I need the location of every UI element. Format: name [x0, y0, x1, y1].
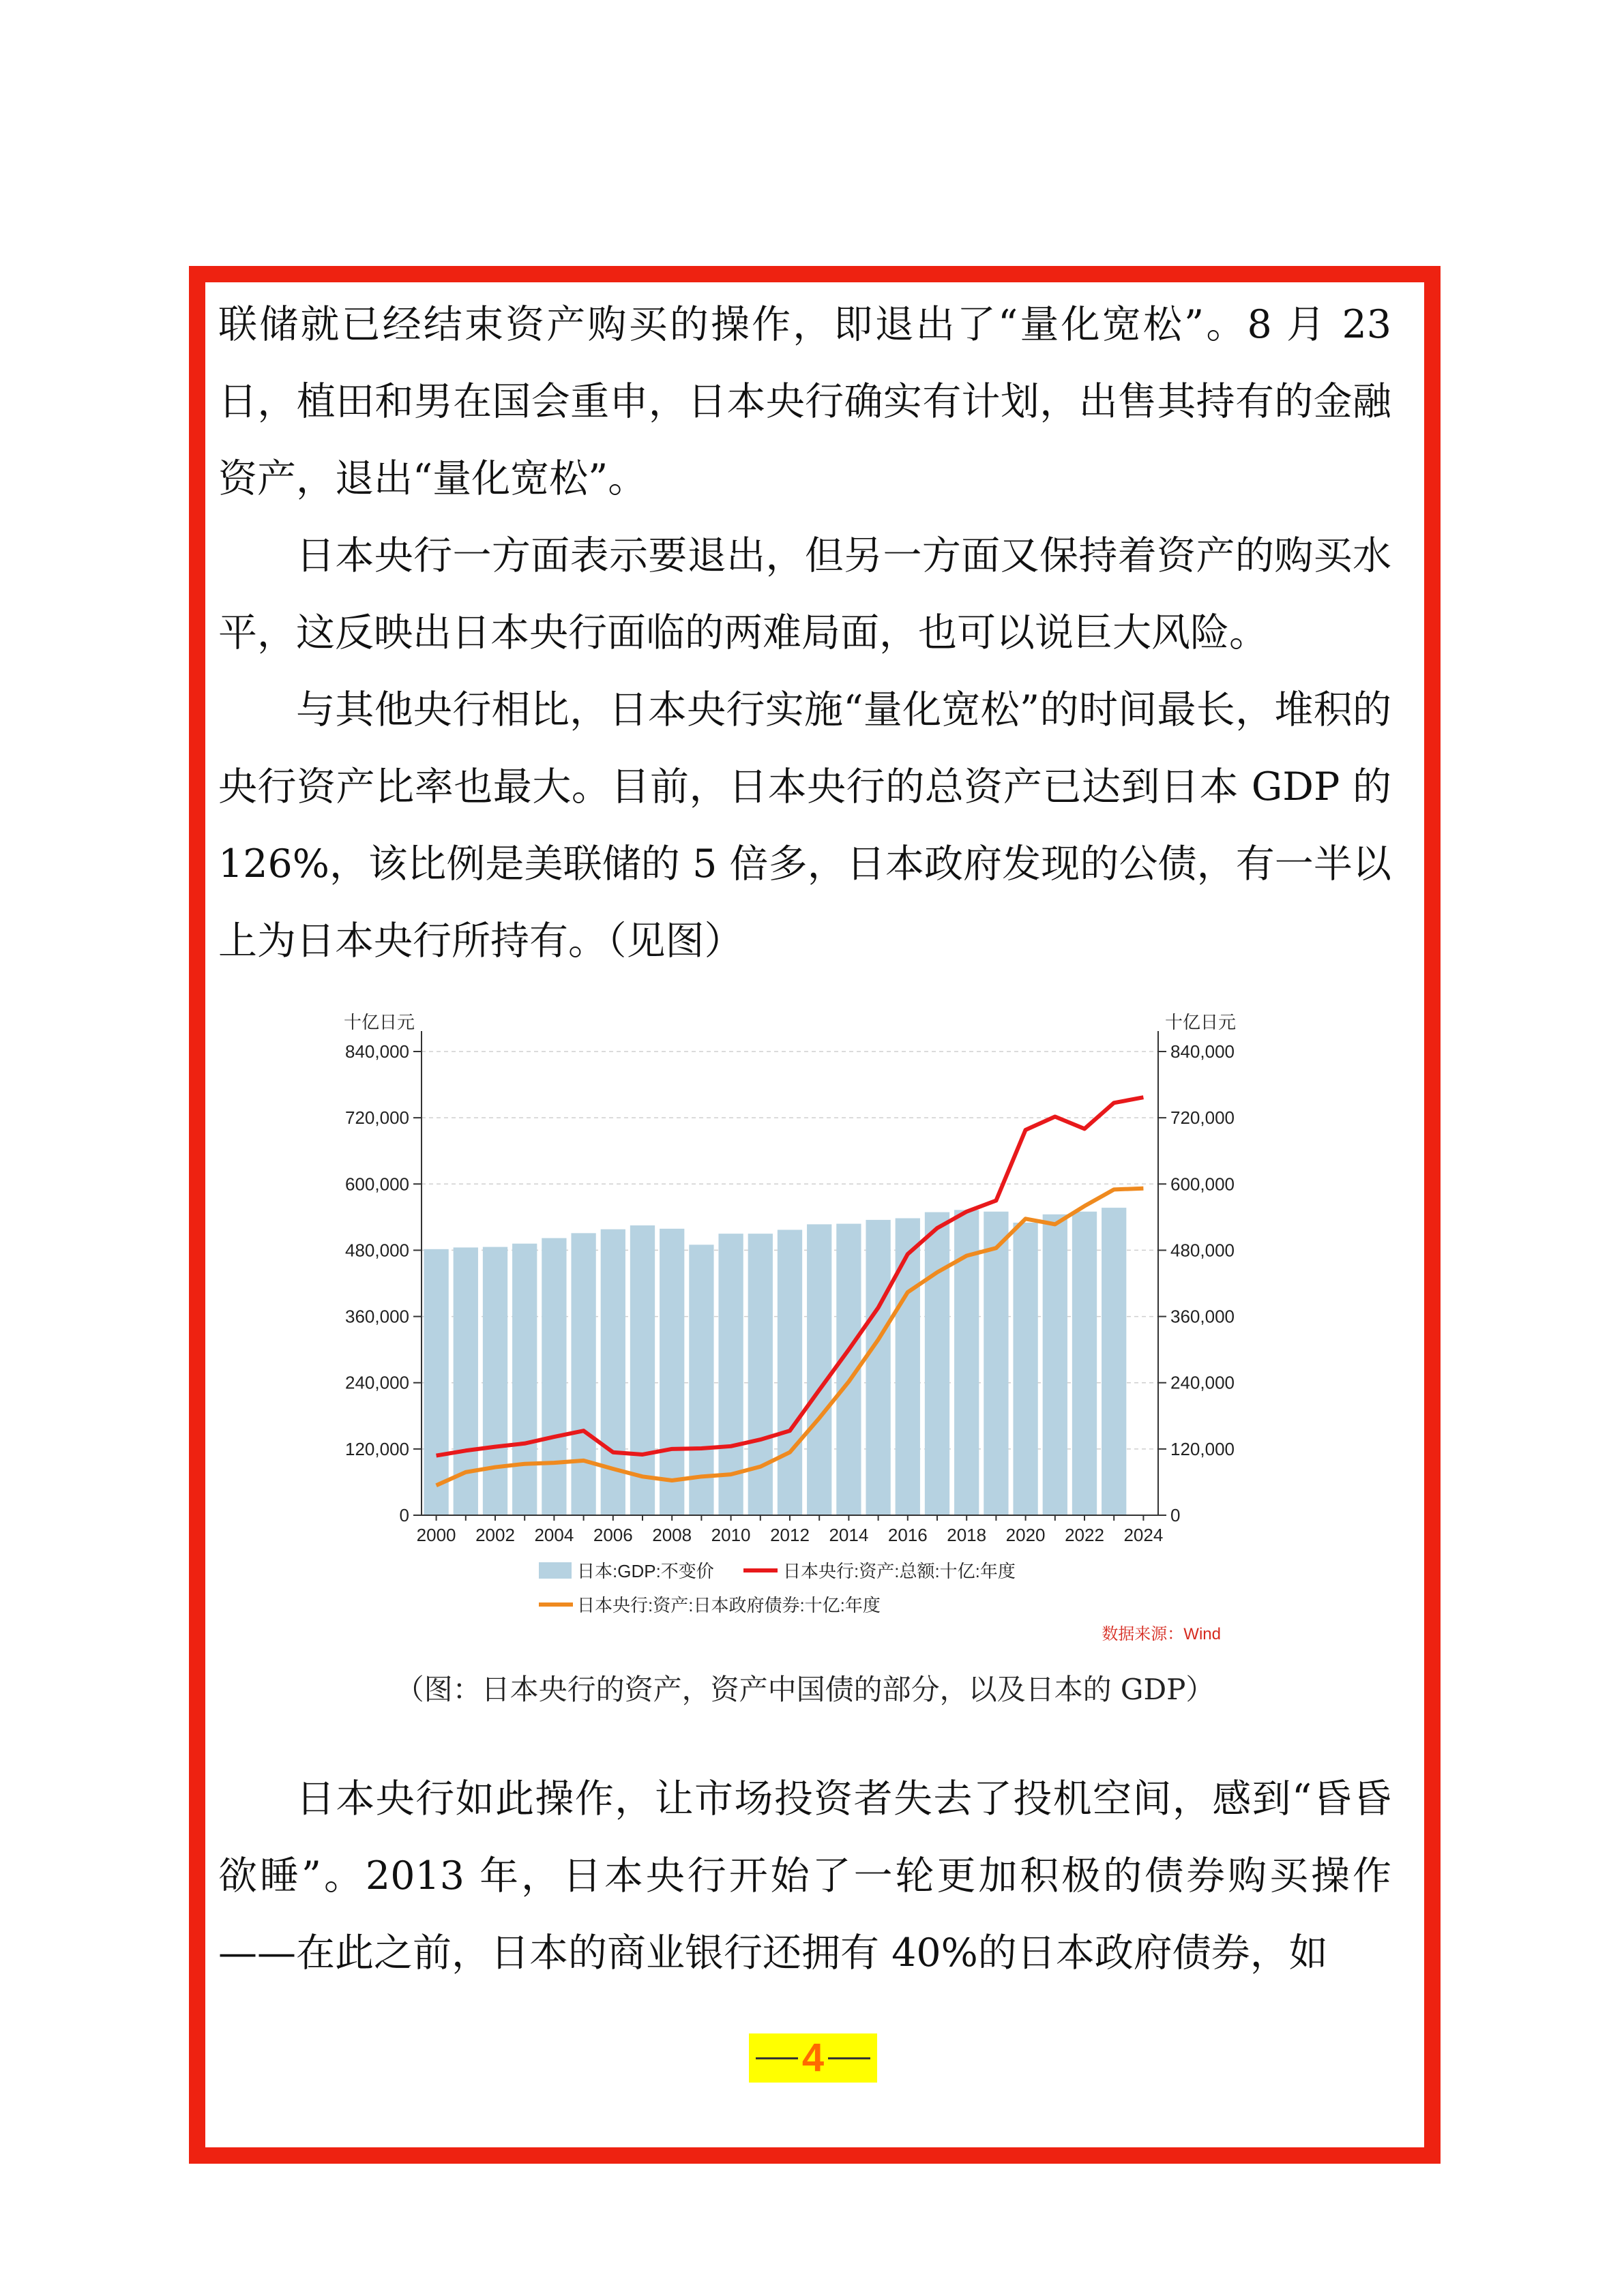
- y-tick-label-left: 840,000: [345, 1041, 409, 1062]
- page-dash-left: [756, 2057, 798, 2059]
- gdp-bar: [748, 1234, 773, 1515]
- x-tick-label: 2018: [947, 1525, 987, 1545]
- body-text-bottom: [218, 1761, 1391, 1992]
- y-tick-label-left: 120,000: [345, 1438, 409, 1459]
- y-tick-label-right: 0: [1170, 1505, 1181, 1525]
- gdp-bar: [1043, 1214, 1067, 1515]
- legend-label-total-assets: 日本央行:资产:总额:十亿:年度: [783, 1561, 1016, 1581]
- gdp-bar: [984, 1212, 1008, 1515]
- body-text-top: [218, 286, 1391, 980]
- paragraph-1: 联储就已经结束资产购买的操作，即退出了“量化宽松”。8 月 23 日，植田和男在国会重申，日本央行确实有计划，出售其持有的金融资产，退出“量化宽松”。: [218, 302, 1391, 501]
- y-tick-label-left: 600,000: [345, 1174, 409, 1195]
- gdp-bar: [483, 1247, 507, 1515]
- y-tick-label-left: 720,000: [345, 1107, 409, 1129]
- page-dash-right: [828, 2057, 870, 2059]
- gdp-bar: [807, 1224, 831, 1515]
- y-tick-label-right: 840,000: [1170, 1041, 1235, 1062]
- x-tick-label: 2006: [593, 1525, 633, 1545]
- gdp-bar: [1102, 1208, 1126, 1515]
- x-tick-label: 2002: [475, 1525, 515, 1545]
- x-tick-label: 2014: [829, 1525, 869, 1545]
- x-tick-label: 2022: [1065, 1525, 1104, 1545]
- y-tick-label-right: 360,000: [1170, 1306, 1235, 1327]
- y-tick-label-left: 0: [399, 1505, 409, 1525]
- gdp-bar: [630, 1225, 655, 1515]
- y-tick-label-right: 720,000: [1170, 1107, 1235, 1129]
- paragraph-3: 与其他央行相比，日本央行实施“量化宽松”的时间最长，堆积的央行资产比率也最大。目前，日本央行的总资产已达到日本 GDP 的 126%，该比例是美联储的 5 倍多，日本政府发现的公债，有一半以上为日本央行所持有。（见图）: [218, 687, 1391, 964]
- figure-caption: （图：日本央行的资产，资产中国债的部分，以及日本的 GDP）: [395, 1673, 1215, 1706]
- y-tick-label-right: 120,000: [1170, 1438, 1235, 1459]
- x-tick-label: 2016: [887, 1525, 928, 1545]
- gdp-bar: [778, 1229, 802, 1515]
- paragraph-2: 日本央行一方面表示要退出，但另一方面又保持着资产的购买水平，这反映出日本央行面临的两难局面，也可以说巨大风险。: [218, 533, 1391, 655]
- x-tick-label: 2024: [1123, 1525, 1164, 1545]
- legend-label-gdp: 日本:GDP:不变价: [577, 1561, 714, 1581]
- gdp-bar: [1013, 1223, 1037, 1515]
- y-unit-left: 十亿日元: [343, 1012, 415, 1032]
- y-tick-label-right: 600,000: [1170, 1174, 1235, 1195]
- y-tick-label-right: 480,000: [1170, 1240, 1235, 1261]
- gdp-bar: [866, 1220, 890, 1515]
- gdp-bar: [1072, 1212, 1097, 1515]
- x-tick-label: 2020: [1005, 1525, 1046, 1545]
- x-tick-label: 2004: [534, 1525, 574, 1545]
- legend-swatch-gdp: [539, 1562, 572, 1579]
- x-tick-label: 2010: [711, 1525, 751, 1545]
- gdp-bar: [896, 1218, 920, 1515]
- chart-svg: [307, 1009, 1275, 1650]
- legend-label-jgb: 日本央行:资产:日本政府债券:十亿:年度: [577, 1595, 881, 1615]
- gdp-bar: [571, 1233, 595, 1515]
- gdp-bar: [424, 1249, 448, 1515]
- gdp-bar: [542, 1238, 566, 1515]
- x-tick-label: 2000: [416, 1525, 456, 1545]
- x-tick-label: 2012: [770, 1525, 810, 1545]
- data-source-note: 数据来源：Wind: [1102, 1625, 1221, 1643]
- page-number: 4: [801, 2036, 825, 2080]
- page-number-badge: [749, 2033, 877, 2083]
- gdp-bar: [925, 1212, 949, 1515]
- y-tick-label-right: 240,000: [1170, 1372, 1235, 1393]
- chart: [307, 1009, 1275, 1650]
- y-tick-label-left: 480,000: [345, 1240, 409, 1261]
- y-tick-label-left: 240,000: [345, 1372, 409, 1393]
- y-unit-right: 十亿日元: [1165, 1012, 1237, 1032]
- gdp-bar: [512, 1244, 537, 1515]
- y-tick-label-left: 360,000: [345, 1306, 409, 1327]
- x-tick-label: 2008: [652, 1525, 692, 1545]
- paragraph-4: 日本央行如此操作，让市场投资者失去了投机空间，感到“昏昏欲睡”。2013 年，日本央行开始了一轮更加积极的债券购买操作——在此之前，日本的商业银行还拥有 40%的日本政府债券，如: [218, 1776, 1391, 1976]
- gdp-bar: [660, 1229, 684, 1515]
